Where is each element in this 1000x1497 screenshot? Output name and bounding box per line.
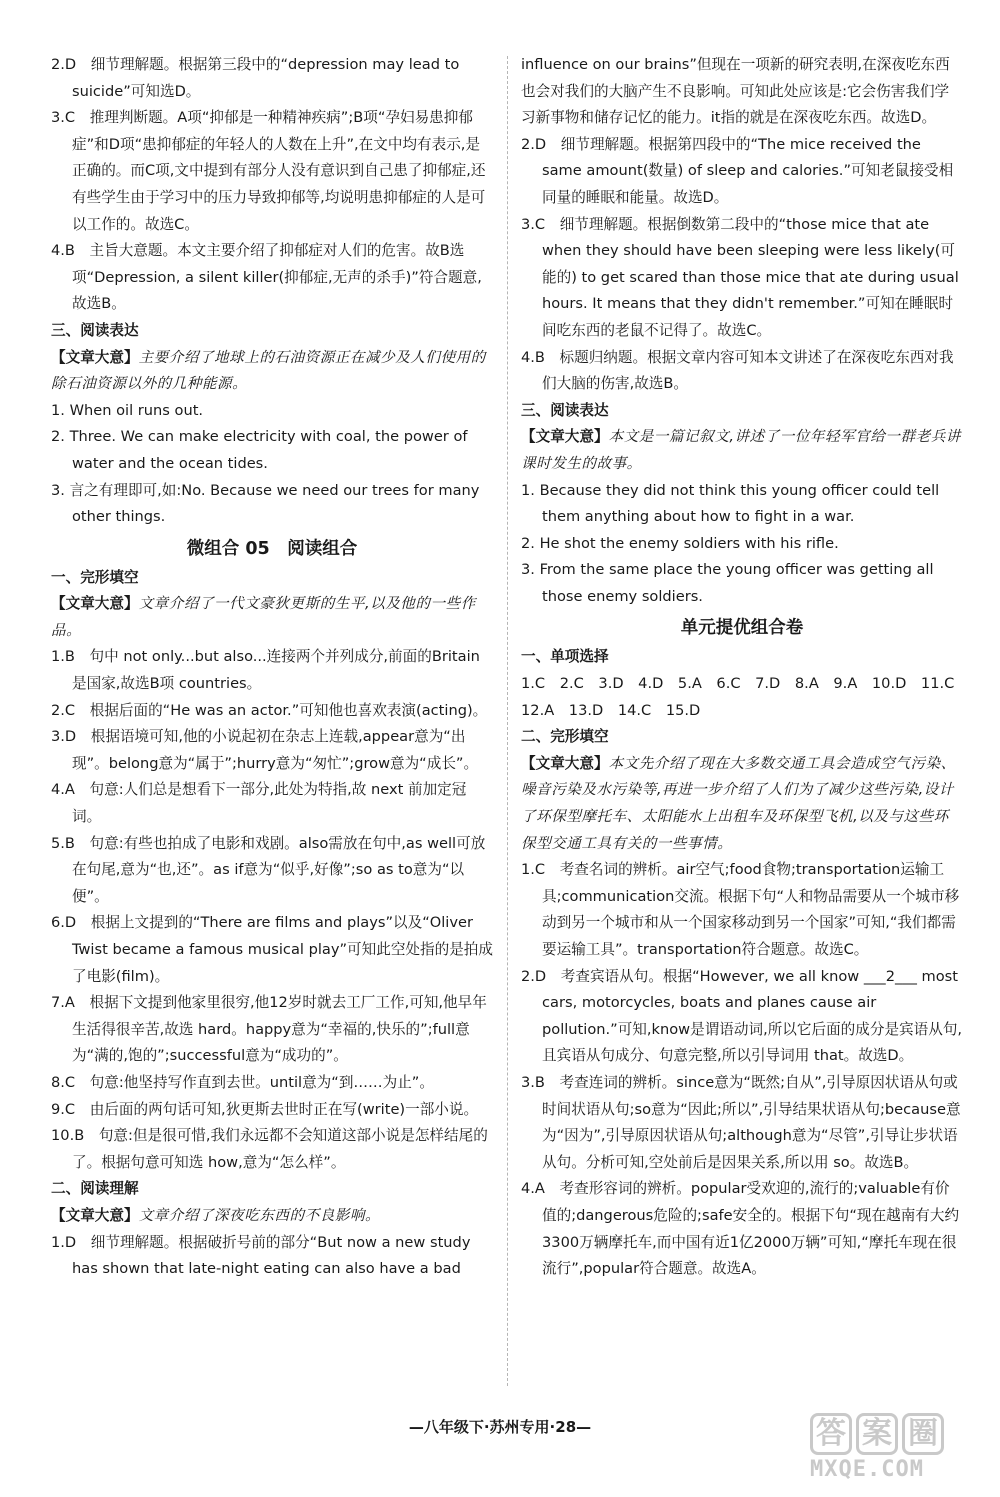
- section-heading: 二、阅读理解: [51, 1180, 139, 1198]
- part-title: 单元提优组合卷: [680, 618, 804, 639]
- answer-item: 5.B 句意:有些也拍成了电影和戏剧。also需放在句中,as well可放在句尾,意为“也,还”。as if意为“似乎,好像”;so as to意为“以便”。: [51, 834, 486, 905]
- section-heading: 一、单项选择: [521, 648, 609, 666]
- article-summary: [521, 424, 963, 477]
- part-title: 微组合 05 阅读组合: [186, 538, 358, 559]
- section-heading: 二、完形填空: [521, 728, 609, 746]
- summary-tag: 【文章大意】: [51, 1206, 139, 1224]
- answer-item: 2.D 细节理解题。根据第三段中的“depression may lead to suicide”可知选D。: [51, 56, 460, 100]
- summary-text: 本文是一篇记叙文,讲述了一位年轻军官给一群老兵讲课时发生的故事。: [521, 428, 961, 472]
- answer-item: 4.A 句意:人们总是想看下一部分,此处为特指,故 next 前加定冠词。: [51, 781, 467, 826]
- column-divider: [507, 56, 508, 1386]
- watermark-char: 答: [810, 1413, 852, 1455]
- answer-item: 2. He shot the enemy soldiers with his rifle.: [521, 534, 839, 552]
- answer-item: 2. Three. We can make electricity with coal, the power of water and the ocean tides.: [51, 428, 468, 472]
- answer-item: 2.D 考查宾语从句。根据“However, we all know ___2___ most cars, motorcycles, boats and planes cause air pollution.”可知,know是谓语动词,所以它后面的成分是宾语从句,且宾语从句成分、句意完整,所以引导词用 that。故选D。: [521, 967, 963, 1065]
- summary-tag: 【文章大意】: [51, 348, 139, 366]
- watermark-char: 圈: [902, 1413, 944, 1455]
- article-summary: [51, 345, 493, 398]
- answer-item: 9.C 由后面的两句话可知,狄更斯去世时正在写(write)一部小说。: [51, 1100, 479, 1118]
- watermark-char: 案: [856, 1413, 898, 1455]
- left-column: [51, 52, 493, 1283]
- summary-tag: 【文章大意】: [521, 754, 609, 772]
- article-summary: [521, 751, 963, 857]
- answer-item: 3.C 推理判断题。A项“抑郁是一种精神疾病”;B项“孕妇易患抑郁症”和D项“患抑郁症的年轻人的人数在上升”,在文中均有表示,是正确的。而C项,文中提到有部分人没有意识到自己患了抑郁症,还有些学生由于学习中的压力导致抑郁等,均说明患抑郁症的人是可以工作的。故选C。: [51, 109, 486, 233]
- summary-text: 文章介绍了深夜吃东西的不良影响。: [138, 1206, 381, 1224]
- answer-item: 6.D 根据上文提到的“There are films and plays”以及“Oliver Twist became a famous musical play”可知此空处指的是拍成了电影(film)。: [51, 914, 493, 985]
- watermark-logo: [810, 1413, 980, 1489]
- answer-item: 1.C 考查名词的辨析。air空气;food食物;transportation运输工具;communication交流。根据下句“人和物品需要从一个城市移动到另一个城市和从一个国家移动到另一个国家”可知,“我们都需要运输工具”。transportation符合题意。故选C。: [521, 861, 960, 958]
- answer-item: 3.C 细节理解题。根据倒数第二段中的“those mice that ate when they should have been sleeping were less likely(可能的) to get scared than those mice that ate during usual hours. It means that they didn't remember.”可知在睡眠时间吃东西的老鼠不记得了。故选C。: [521, 215, 959, 339]
- summary-text: 本文先介绍了现在大多数交通工具会造成空气污染、噪音污染及水污染等,再进一步介绍了人们为了减少这些污染,设计了环保型摩托车、太阳能水上出租车及环保型飞机,以及与这些环保型交通工具有关的一些事情。: [521, 754, 956, 852]
- article-summary: [51, 1203, 493, 1230]
- answer-item: 10.B 句意:但是很可惜,我们永远都不会知道这部小说是怎样结尾的了。根据句意可知选 how,意为“怎么样”。: [51, 1127, 488, 1171]
- section-heading: 三、阅读表达: [51, 321, 139, 339]
- answer-item: 7.A 根据下文提到他家里很穷,他12岁时就去工厂工作,可知,他早年生活得很辛苦,故选 hard。happy意为“幸福的,快乐的”;full意为“满的,饱的”;successful意为“成功的”。: [51, 994, 487, 1065]
- article-summary: [51, 591, 493, 644]
- watermark-url: MXQE.COM: [810, 1457, 924, 1482]
- summary-tag: 【文章大意】: [51, 595, 139, 613]
- section-heading: 一、完形填空: [51, 568, 139, 586]
- watermark-chars: [810, 1413, 980, 1455]
- answer-item: 4.B 主旨大意题。本文主要介绍了抑郁症对人们的危害。故B选项“Depression, a silent killer(抑郁症,无声的杀手)”符合题意,故选B。: [51, 242, 482, 313]
- answer-item: 1. When oil runs out.: [51, 401, 204, 419]
- answer-item: 1. Because they did not think this young officer could tell them anything about how to fight in a war.: [521, 481, 940, 526]
- answer-item: 3.B 考查连词的辨析。since意为“既然;自从”,引导原因状语从句或时间状语从句;so意为“因此;所以”,引导结果状语从句;because意为“因为”,引导原因状语从句;although意为“尽管”,引导让步状语从句。分析可知,空处前后是因果关系,所以用 so。故选B。: [521, 1073, 961, 1171]
- answer-item: 3. From the same place the young officer was getting all those enemy soldiers.: [521, 561, 934, 605]
- answer-item: 2.C 根据后面的“He was an actor.”可知他也喜欢表演(acting)。: [51, 701, 488, 719]
- answer-item: 8.C 句意:他坚持写作直到去世。until意为“到……为止”。: [51, 1073, 434, 1091]
- section-heading: 三、阅读表达: [521, 401, 609, 419]
- answer-item: 1.B 句中 not only...but also...连接两个并列成分,前面的Britain是国家,故选B项 countries。: [51, 648, 480, 693]
- answer-item: 3. 言之有理即可,如:No. Because we need our trees for many other things.: [51, 481, 480, 526]
- answer-item: 4.B 标题归纳题。根据文章内容可知本文讲述了在深夜吃东西对我们大脑的伤害,故选B。: [521, 348, 954, 393]
- page-footer: —八年级下·苏州专用·28—: [408, 1418, 592, 1436]
- answer-item: 2.D 细节理解题。根据第四段中的“The mice received the same amount(数量) of sleep and calories.”可知老鼠接受相同量的睡眠和能量。故选D。: [521, 135, 954, 206]
- answer-item: 4.A 考查形容词的辨析。popular受欢迎的,流行的;valuable有价值的;dangerous危险的;safe安全的。根据下句“现在越南有大约3300万辆摩托车,而中国有近1亿2000万辆”可知,“摩托车现在很流行”,popular符合题意。故选A。: [521, 1180, 960, 1278]
- answer-item: 1.D 细节理解题。根据破折号前的部分“But now a new study has shown that late-night eating can also have a bad: [51, 1233, 471, 1278]
- summary-text: 主要介绍了地球上的石油资源正在减少及人们使用的除石油资源以外的几种能源。: [51, 348, 486, 393]
- answer-item: 3.D 根据语境可知,他的小说起初在杂志上连载,appear意为“出现”。belong意为“属于”;hurry意为“匆忙”;grow意为“成长”。: [51, 728, 479, 772]
- right-column: [521, 52, 969, 1283]
- summary-text: 文章介绍了一代文豪狄更斯的生平,以及他的一些作品。: [51, 595, 476, 639]
- continued-text: influence on our brains”但现在一项新的研究表明,在深夜吃东西也会对我们的大脑产生不良影响。可知此处应该是:它会伤害我们学习新事物和储存记忆的能力。it指的就是在深夜吃东西。故选D。: [521, 56, 950, 127]
- answer-key-list: 1.C 2.C 3.D 4.D 5.A 6.C 7.D 8.A 9.A 10.D 11.C 12.A 13.D 14.C 15.D: [521, 675, 969, 719]
- summary-tag: 【文章大意】: [521, 428, 609, 446]
